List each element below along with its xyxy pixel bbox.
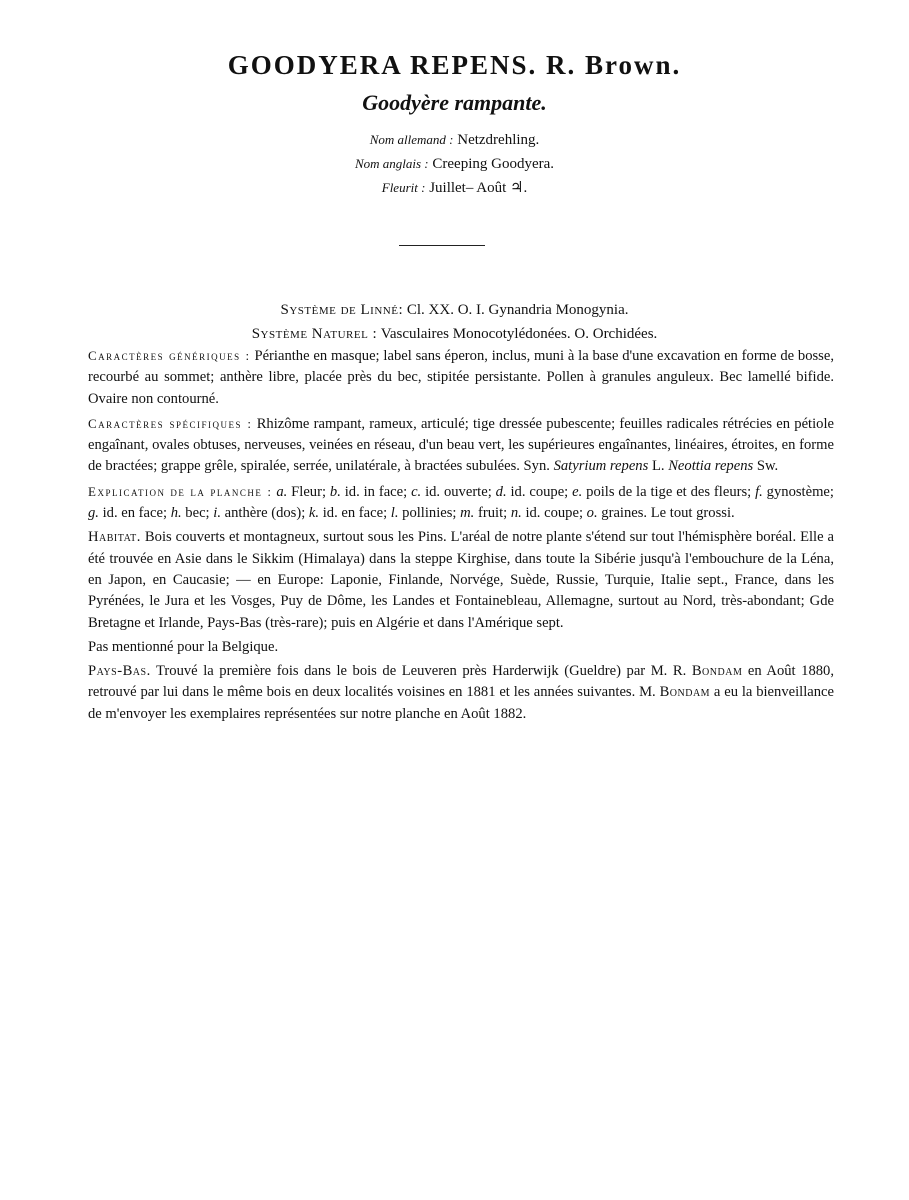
natural-system-line bbox=[0, 322, 909, 346]
plate-item-h: h. bec; bbox=[170, 505, 210, 522]
netherlands-text-2: en Août 1880, retrouvé par lui dans le même bois en deux localités voisines en 1881 et les années suivantes. M. bbox=[88, 663, 834, 701]
habitat-paragraph bbox=[88, 527, 834, 633]
linne-system-line bbox=[0, 298, 909, 322]
flowering-value: Juillet– Août ♃. bbox=[429, 180, 528, 196]
netherlands-label: Pays-Bas. bbox=[88, 663, 151, 680]
english-name-line bbox=[0, 152, 909, 176]
common-names-block bbox=[0, 128, 909, 200]
natural-system-label: Système Naturel : bbox=[251, 326, 378, 342]
plate-item-c: c. id. ouverte; bbox=[411, 483, 492, 500]
plate-item-k: k. id. en face; bbox=[308, 505, 388, 522]
plate-explanation-paragraph bbox=[88, 481, 834, 525]
flowering-label: Fleurit : bbox=[381, 180, 426, 195]
plate-item-b: b. id. in face; bbox=[329, 483, 408, 500]
habitat-text: Bois couverts et montagneux, surtout sous les Pins. L'aréal de notre plante s'étend sur tout l'hémisphère boréal. Elle a été trouvée en Asie dans le Sikkim (Himalaya) dans la steppe Kirghise, dans toute la Sibérie jusqu'à l'embouchure de la Léna, en Japon, en Caucasie; — en Europe: Laponie, Finlande, Norvége, Suède, Russie, Turquie, Italie sept., France, dans les Pyrénées, le Jura et les Vosges, Puy de Dôme, les Landes et Fontainebleau, Allemagne, surtout au Nord, très-abondant; Gde Bretagne et Irlande, Pays-Bas (très-rare); puis en Algérie et dans l'Amérique sept. bbox=[88, 529, 835, 631]
divider-rule bbox=[399, 245, 485, 246]
specific-characters-paragraph bbox=[88, 413, 834, 478]
specific-characters-text: Rhizôme rampant, rameux, articulé; tige dressée pubescente; feuilles radicales rétrécies en pétiole engaînant, ovales obtuses, nerveuses, veinées en réseau, d'un beau vert, les supérieures engaînantes, linéaires, étroites, en forme de bractées; grappe grêle, spiralée, serrée, unilatérale, à bractées subulées. Syn. bbox=[88, 415, 834, 475]
plate-item-g: g. id. en face; bbox=[88, 505, 168, 522]
specific-characters-label: Caractères spécifiques : bbox=[88, 415, 253, 431]
plate-explanation-label: Explication de la planche : bbox=[88, 483, 273, 499]
synonym-satyrium-author: L. bbox=[651, 458, 665, 475]
natural-system-value: Vasculaires Monocotylédonées. O. Orchidées. bbox=[380, 326, 658, 342]
linne-system-value: Cl. XX. O. I. Gynandria Monogynia. bbox=[406, 302, 629, 318]
netherlands-text-1: Trouvé la première fois dans le bois de Leuveren près Harderwijk (Gueldre) par M. R. bbox=[156, 663, 687, 680]
description-body bbox=[88, 345, 834, 725]
collector-name-1: Bondam bbox=[691, 663, 743, 680]
generic-characters-paragraph bbox=[88, 345, 834, 410]
plate-explanation-end: Le tout grossi. bbox=[650, 505, 735, 522]
collector-name-2: Bondam bbox=[659, 684, 711, 701]
german-name-label: Nom allemand : bbox=[369, 132, 454, 147]
page-subtitle: Goodyère rampante. bbox=[362, 90, 547, 115]
plate-item-f: f. gynostème; bbox=[755, 483, 834, 500]
linne-system-label: Système de Linné: bbox=[280, 302, 404, 318]
german-name-line bbox=[0, 128, 909, 152]
plate-item-e: e. poils de la tige et des fleurs; bbox=[572, 483, 752, 500]
plate-item-n: n. id. coupe; bbox=[510, 505, 584, 522]
netherlands-paragraph bbox=[88, 661, 834, 725]
netherlands-text-3: a eu la bienveillance de m'envoyer les exemplaires représentées sur notre planche en Août 1882. bbox=[88, 684, 835, 722]
page-title: GOODYERA REPENS. R. Brown. bbox=[227, 50, 682, 80]
generic-characters-label: Caractères génériques : bbox=[88, 348, 251, 363]
plate-item-i: i. anthère (dos); bbox=[213, 505, 306, 522]
flowering-line bbox=[0, 176, 909, 200]
generic-characters-text: Périanthe en masque; label sans éperon, inclus, muni à la base d'une excavation en forme de bosse, recourbé au sommet; anthère libre, placée près du bec, stipitée persistante. Pollen à granules anguleux. Bec lamellé bifide. Ovaire non contourné. bbox=[88, 348, 834, 407]
plate-item-d: d. id. coupe; bbox=[495, 483, 569, 500]
classification-block bbox=[0, 298, 909, 346]
plate-item-m: m. fruit; bbox=[460, 505, 508, 522]
synonym-neottia-author: Sw. bbox=[756, 458, 779, 475]
english-name-value: Creeping Goodyera. bbox=[432, 156, 555, 172]
habitat-label: Habitat. bbox=[88, 529, 141, 546]
english-name-label: Nom anglais : bbox=[354, 156, 429, 171]
plate-item-o: o. graines. bbox=[586, 505, 648, 522]
plate-item-l: l. pollinies; bbox=[390, 505, 457, 522]
plate-item-a: a. Fleur; bbox=[276, 483, 327, 500]
synonym-neottia: Neottia repens bbox=[668, 458, 754, 475]
belgium-paragraph bbox=[88, 637, 834, 658]
synonym-satyrium: Satyrium repens bbox=[553, 458, 649, 475]
belgium-text: Pas mentionné pour la Belgique. bbox=[88, 638, 279, 655]
german-name-value: Netzdrehling. bbox=[457, 132, 540, 148]
